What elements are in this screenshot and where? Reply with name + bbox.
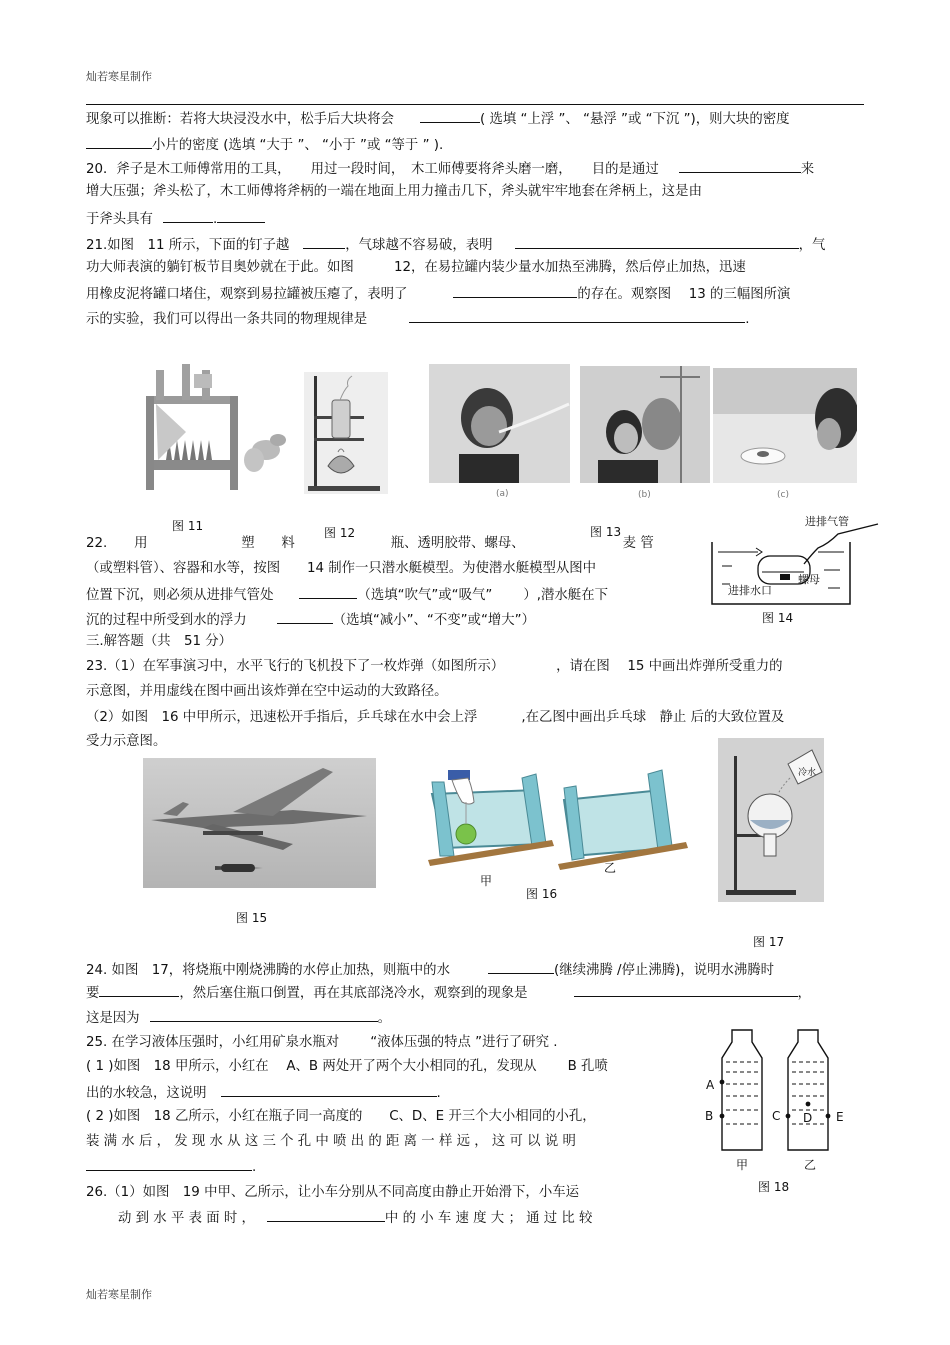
q19-blank2[interactable] bbox=[86, 135, 152, 149]
fig13-caption: 图 13 bbox=[590, 525, 622, 539]
q21-blank3[interactable] bbox=[453, 284, 577, 298]
q23-text-b: ，请在图 15 中画出炸弹所受重力的 bbox=[556, 659, 783, 674]
fig18-label-e: E bbox=[836, 1110, 844, 1124]
q21-line1 bbox=[86, 235, 825, 255]
fig16-label-yi: 乙 bbox=[604, 861, 617, 875]
header-rule bbox=[86, 104, 864, 105]
q23-text-d: ,在乙图中画出乒乓球 静止 后的大致位置及 bbox=[521, 710, 785, 725]
q21-text-a: 21.如图 11 所示，下面的钉子越 bbox=[86, 238, 290, 253]
q24-text-e: ， bbox=[797, 986, 811, 1001]
q25-text-b: . bbox=[436, 1086, 441, 1101]
q24-text-b: (继续沸腾 /停止沸腾)，说明水沸腾时 bbox=[553, 963, 775, 978]
fig17-caption: 图 17 bbox=[753, 935, 785, 949]
section-3-title: 三.解答题（共 51 分） bbox=[86, 634, 233, 649]
q24-blank2[interactable] bbox=[99, 983, 179, 997]
q20-text-b: 来 bbox=[800, 162, 815, 177]
q19-line2 bbox=[86, 135, 443, 155]
q22-blank1[interactable] bbox=[299, 585, 357, 599]
q22-line1 bbox=[86, 535, 654, 553]
q19-blank1[interactable] bbox=[420, 109, 480, 123]
q24-line1 bbox=[86, 960, 774, 980]
fig17-label: 冷水 bbox=[798, 768, 817, 778]
q20-text-d: . bbox=[212, 212, 218, 227]
q22-text-g: （选填“减小”、“不变”或“增大”） bbox=[332, 613, 535, 628]
fig12-caption: 图 12 bbox=[324, 526, 356, 540]
fig18-label-d: D bbox=[803, 1111, 813, 1125]
q19-line1 bbox=[86, 109, 790, 129]
q21-line2: 功大师表演的躺钉板节目奥妙就在于此。如图 12，在易拉罐内装少量水加热至沸腾，然后停止加热，迅速 bbox=[86, 260, 746, 275]
figure-15 bbox=[143, 758, 376, 888]
q22-text-c: 麦 管 bbox=[622, 536, 654, 551]
q24-blank4[interactable] bbox=[150, 1008, 378, 1022]
q21-text-e: 的存在。观察图 13 的三幅图所演 bbox=[577, 287, 791, 302]
q21-line4 bbox=[86, 309, 749, 329]
q25-blank2[interactable] bbox=[86, 1157, 252, 1171]
q20-text-a: 20．斧子是木工师傅常用的工具， 用过一段时间， 木工师傅要将斧头磨一磨， 目的是通过 bbox=[86, 162, 659, 177]
q23-line3 bbox=[86, 709, 784, 727]
q21-text-f: 示的实验，我们可以得出一条共同的物理规律是 bbox=[86, 312, 368, 327]
q25-line5: 装 满 水 后 ， 发 现 水 从 这 三 个 孔 中 喷 出 的 距 离 一 样 远 ， 这 可 以 说 明 bbox=[86, 1134, 576, 1149]
q21-blank2[interactable] bbox=[515, 235, 799, 249]
q20-line2: 增大压强；斧头松了，木工师傅将斧柄的一端在地面上用力撞击几下，斧头就牢牢地套在斧柄上，这是由 bbox=[86, 184, 702, 199]
fig18-caption: 图 18 bbox=[758, 1180, 790, 1194]
q22-text-a: 22. 用 塑 料 bbox=[86, 536, 295, 551]
q22-blank2[interactable] bbox=[277, 610, 333, 624]
q22-line3 bbox=[86, 585, 608, 605]
fig14-label-inlet: 进排水口 bbox=[728, 584, 772, 597]
q21-blank4[interactable] bbox=[409, 309, 745, 323]
fig14-label-pipe: 进排气管 bbox=[805, 515, 849, 528]
q19-text-c: 小片的密度 (选填 “大于 ”、 “小于 ”或 “等于 ” ). bbox=[152, 138, 444, 153]
figure-12 bbox=[304, 372, 388, 494]
q25-line6 bbox=[86, 1157, 256, 1177]
q25-line3 bbox=[86, 1083, 441, 1103]
figure-17 bbox=[718, 738, 824, 902]
fig14-caption: 图 14 bbox=[762, 611, 794, 625]
q21-text-d: 用橡皮泥将罐口堵住，观察到易拉罐被压瘪了，表明了 bbox=[86, 287, 408, 302]
q19-text-b: ( 选填 “上浮 ”、 “悬浮 ”或 “下沉 ”)，则大块的密度 bbox=[479, 112, 790, 127]
q25-text-a: 出的水较急，这说明 bbox=[86, 1086, 207, 1101]
q20-blank2-tail bbox=[217, 209, 265, 223]
page-footer: 灿若寒星制作 bbox=[86, 1288, 152, 1301]
q26-text-b: 中 的 小 车 速 度 大 ； 通 过 比 较 bbox=[384, 1211, 593, 1226]
q23-line1 bbox=[86, 658, 783, 676]
q20-line1 bbox=[86, 159, 814, 179]
q20-blank1[interactable] bbox=[679, 159, 801, 173]
fig13b-label: (b) bbox=[638, 490, 651, 500]
fig13a-label: (a) bbox=[496, 489, 509, 499]
q25-line1: 25. 在学习液体压强时，小红用矿泉水瓶对 “液体压强的特点 ”进行了研究 . bbox=[86, 1035, 558, 1050]
q21-line3 bbox=[86, 284, 790, 304]
q22-line4 bbox=[86, 610, 535, 630]
fig18-label-a: A bbox=[706, 1078, 715, 1092]
q25-blank1[interactable] bbox=[221, 1083, 437, 1097]
q20-text-c: 于斧头具有 bbox=[86, 212, 153, 227]
figure-13c bbox=[713, 368, 857, 483]
fig13c-label: (c) bbox=[777, 490, 789, 500]
q24-line3 bbox=[86, 1008, 391, 1028]
q21-blank1[interactable] bbox=[303, 235, 345, 249]
q25-line2: ( 1 )如图 18 甲所示，小红在 A、B 两处开了两个大小相同的孔，发现从 B 孔喷 bbox=[86, 1059, 608, 1074]
fig18-label-yi: 乙 bbox=[804, 1158, 817, 1172]
q19-text-a: 现象可以推断：若将大块浸没水中，松手后大块将会 bbox=[86, 112, 394, 127]
q26-line1: 26.（1）如图 19 中甲、乙所示，让小车分别从不同高度由静止开始滑下，小车运 bbox=[86, 1185, 579, 1200]
q20-line3 bbox=[86, 209, 265, 229]
q22-text-f: 沉的过程中所受到水的浮力 bbox=[86, 613, 247, 628]
q26-blank1[interactable] bbox=[267, 1208, 385, 1222]
fig15-caption: 图 15 bbox=[236, 911, 268, 925]
fig18-label-c: C bbox=[772, 1109, 781, 1123]
q24-text-g: 。 bbox=[377, 1011, 391, 1026]
figure-11 bbox=[136, 360, 296, 495]
q24-text-d: ，然后塞住瓶口倒置，再在其底部浇冷水，观察到的现象是 bbox=[179, 986, 528, 1001]
figure-16 bbox=[428, 764, 688, 872]
q22-text-e: （选填“吹气”或“吸气” ）,潜水艇在下 bbox=[357, 588, 608, 603]
q26-text-a: 动 到 水 平 表 面 时 ， bbox=[118, 1211, 255, 1226]
fig16-caption: 图 16 bbox=[526, 887, 558, 901]
q24-blank1[interactable] bbox=[488, 960, 554, 974]
q23-line2: 示意图，并用虚线在图中画出该炸弹在空中运动的大致路径。 bbox=[86, 684, 448, 699]
fig14-label-nut: 螺母 bbox=[798, 573, 820, 586]
q20-blank2[interactable] bbox=[163, 209, 213, 223]
q24-text-a: 24. 如图 17，将烧瓶中刚烧沸腾的水停止加热，则瓶中的水 bbox=[86, 963, 450, 978]
q25-line4: ( 2 )如图 18 乙所示，小红在瓶子同一高度的 C、D、E 开三个大小相同的小孔， bbox=[86, 1109, 596, 1124]
q25-text-c: . bbox=[252, 1160, 257, 1175]
q24-text-f: 这是因为 bbox=[86, 1011, 140, 1026]
figure-13b bbox=[580, 366, 710, 483]
q22-text-b: 瓶、透明胶带、螺母、 bbox=[390, 536, 525, 551]
q23-line4: 受力示意图。 bbox=[86, 734, 167, 749]
q22-text-d: 位置下沉，则必须从进排气管处 bbox=[86, 588, 274, 603]
fig18-label-jia: 甲 bbox=[736, 1158, 749, 1172]
fig18-label-b: B bbox=[705, 1109, 714, 1123]
q24-blank3[interactable] bbox=[574, 983, 798, 997]
figure-13a bbox=[429, 364, 570, 483]
page-header: 灿若寒星制作 bbox=[86, 70, 152, 83]
fig16-label-jia: 甲 bbox=[480, 874, 493, 888]
q21-text-c: ，气 bbox=[798, 238, 826, 253]
q24-text-c: 要 bbox=[86, 986, 100, 1001]
q22-line2: （或塑料管）、容器和水等，按图 14 制作一只潜水艇模型。为使潜水艇模型从图中 bbox=[86, 561, 597, 576]
q23-text-a: 23.（1）在军事演习中，水平飞行的飞机投下了一枚炸弹（如图所示） bbox=[86, 659, 505, 674]
fig11-caption: 图 11 bbox=[172, 519, 204, 533]
q23-text-c: （2）如图 16 中甲所示，迅速松开手指后，乒乓球在水中会上浮 bbox=[86, 710, 478, 725]
figure-18 bbox=[708, 1026, 838, 1156]
q21-text-b: ，气球越不容易破，表明 bbox=[345, 238, 493, 253]
q24-line2 bbox=[86, 983, 811, 1003]
q21-text-g: . bbox=[745, 312, 750, 327]
q26-line2 bbox=[118, 1208, 592, 1228]
